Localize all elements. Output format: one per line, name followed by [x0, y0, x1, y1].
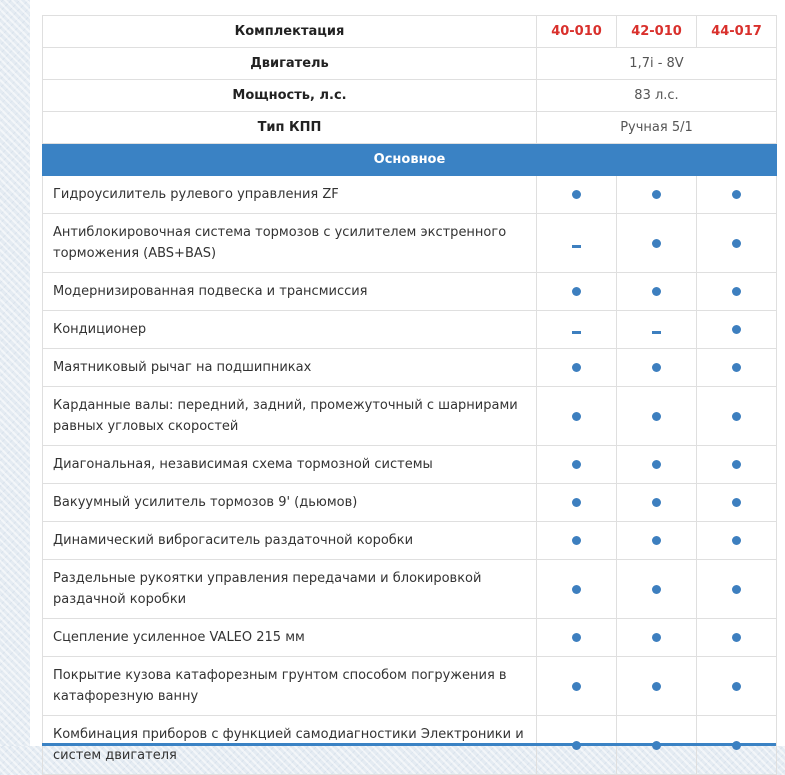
feature-name: Модернизированная подвеска и трансмиссия [43, 273, 537, 311]
feature-row [43, 176, 777, 214]
feature-row [43, 349, 777, 387]
spec-row-engine [43, 48, 777, 80]
availability-cell [617, 446, 697, 484]
included-dot-icon [572, 363, 581, 372]
included-dot-icon [732, 585, 741, 594]
not-included-dash-icon [572, 245, 581, 248]
included-dot-icon [652, 287, 661, 296]
availability-cell [537, 446, 617, 484]
feature-name: Вакуумный усилитель тормозов 9' (дьюмов) [43, 484, 537, 522]
availability-cell [617, 657, 697, 716]
availability-cell [537, 273, 617, 311]
feature-name: Покрытие кузова катафорезным грунтом способом погружения в катафорезную ванну [43, 657, 537, 716]
availability-cell [617, 273, 697, 311]
included-dot-icon [732, 325, 741, 334]
included-dot-icon [572, 633, 581, 642]
included-dot-icon [732, 287, 741, 296]
availability-cell [697, 657, 777, 716]
feature-row [43, 560, 777, 619]
feature-name: Комбинация приборов с функцией самодиагностики Электроники и систем двигателя [43, 716, 537, 775]
availability-cell [697, 446, 777, 484]
feature-name: Гидроусилитель рулевого управления ZF [43, 176, 537, 214]
included-dot-icon [732, 498, 741, 507]
feature-row [43, 522, 777, 560]
availability-cell [697, 176, 777, 214]
included-dot-icon [652, 460, 661, 469]
included-dot-icon [572, 460, 581, 469]
feature-row [43, 214, 777, 273]
variant-44-017: 44-017 [697, 16, 777, 48]
included-dot-icon [732, 412, 741, 421]
feature-row [43, 273, 777, 311]
included-dot-icon [652, 363, 661, 372]
availability-cell [537, 311, 617, 349]
availability-cell [697, 619, 777, 657]
included-dot-icon [652, 585, 661, 594]
section-header-row [43, 144, 777, 176]
included-dot-icon [652, 682, 661, 691]
included-dot-icon [732, 536, 741, 545]
availability-cell [697, 214, 777, 273]
availability-cell [697, 484, 777, 522]
availability-cell [697, 311, 777, 349]
included-dot-icon [652, 498, 661, 507]
feature-name: Сцепление усиленное VALEO 215 мм [43, 619, 537, 657]
availability-cell [697, 560, 777, 619]
availability-cell [617, 387, 697, 446]
feature-row [43, 446, 777, 484]
included-dot-icon [572, 585, 581, 594]
spec-value: 1,7i - 8V [537, 48, 777, 80]
configuration-table [42, 15, 777, 775]
included-dot-icon [572, 190, 581, 199]
availability-cell [537, 657, 617, 716]
included-dot-icon [652, 412, 661, 421]
availability-cell [537, 560, 617, 619]
feature-name: Кондиционер [43, 311, 537, 349]
included-dot-icon [732, 633, 741, 642]
feature-row [43, 484, 777, 522]
feature-row [43, 311, 777, 349]
spec-label: Тип КПП [43, 112, 537, 144]
availability-cell [537, 349, 617, 387]
included-dot-icon [732, 460, 741, 469]
availability-cell [537, 619, 617, 657]
included-dot-icon [572, 536, 581, 545]
availability-cell [617, 522, 697, 560]
included-dot-icon [652, 536, 661, 545]
availability-cell [697, 522, 777, 560]
included-dot-icon [732, 682, 741, 691]
content-panel [30, 0, 785, 763]
availability-cell [537, 214, 617, 273]
included-dot-icon [732, 239, 741, 248]
included-dot-icon [652, 190, 661, 199]
spec-value: 83 л.с. [537, 80, 777, 112]
availability-cell [537, 176, 617, 214]
availability-cell [697, 349, 777, 387]
spec-row-gearbox [43, 112, 777, 144]
feature-name: Диагональная, независимая схема тормозной системы [43, 446, 537, 484]
availability-cell [697, 387, 777, 446]
feature-name: Раздельные рукоятки управления передачами и блокировкой раздачной коробки [43, 560, 537, 619]
section-title: Основное [43, 144, 777, 176]
availability-cell [537, 522, 617, 560]
feature-name: Динамический виброгаситель раздаточной коробки [43, 522, 537, 560]
feature-row [43, 619, 777, 657]
included-dot-icon [572, 682, 581, 691]
variant-42-010: 42-010 [617, 16, 697, 48]
included-dot-icon [732, 363, 741, 372]
availability-cell [617, 176, 697, 214]
spec-label: Мощность, л.с. [43, 80, 537, 112]
not-included-dash-icon [652, 331, 661, 334]
included-dot-icon [732, 190, 741, 199]
availability-cell [617, 484, 697, 522]
availability-cell [537, 484, 617, 522]
availability-cell [617, 560, 697, 619]
availability-cell [617, 214, 697, 273]
included-dot-icon [572, 498, 581, 507]
spec-label: Двигатель [43, 48, 537, 80]
availability-cell [617, 349, 697, 387]
spec-value: Ручная 5/1 [537, 112, 777, 144]
feature-row [43, 387, 777, 446]
availability-cell [697, 273, 777, 311]
included-dot-icon [652, 633, 661, 642]
availability-cell [537, 387, 617, 446]
not-included-dash-icon [572, 331, 581, 334]
header-row [43, 16, 777, 48]
availability-cell [617, 311, 697, 349]
feature-row [43, 657, 777, 716]
included-dot-icon [572, 287, 581, 296]
feature-name: Маятниковый рычаг на подшипниках [43, 349, 537, 387]
included-dot-icon [572, 412, 581, 421]
availability-cell [617, 619, 697, 657]
configuration-title: Комплектация [43, 16, 537, 48]
included-dot-icon [652, 239, 661, 248]
spec-row-power [43, 80, 777, 112]
feature-name: Антиблокировочная система тормозов с усилителем экстренного торможения (ABS+BAS) [43, 214, 537, 273]
variant-40-010: 40-010 [537, 16, 617, 48]
feature-name: Карданные валы: передний, задний, промежуточный с шарнирами равных угловых скоростей [43, 387, 537, 446]
